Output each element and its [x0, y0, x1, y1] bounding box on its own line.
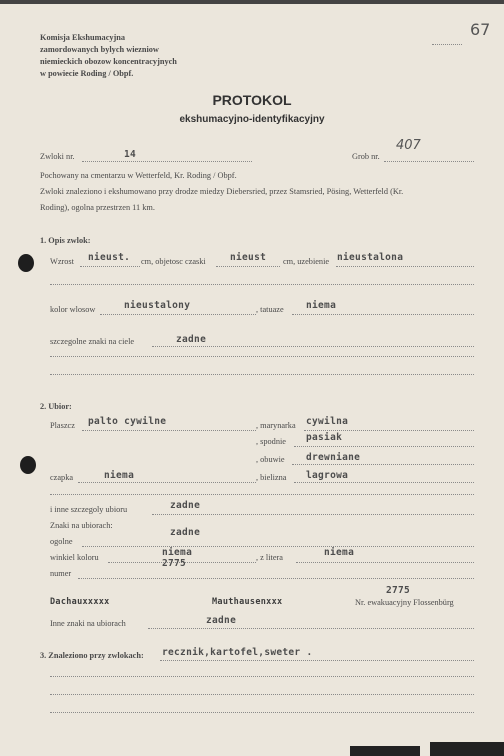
litera-rule	[296, 562, 474, 563]
czapka-label: czapka	[50, 473, 74, 482]
obuwie-rule	[292, 464, 474, 465]
numer-rule	[78, 578, 474, 579]
document-title: PROTOKOL	[212, 92, 292, 108]
blank-rule	[50, 712, 474, 713]
document-subtitle: ekshumacyjno-identyfikacyjny	[179, 114, 325, 125]
blank-rule	[50, 356, 474, 357]
tatuaze-rule	[292, 314, 474, 315]
inne-znaki-label: Inne znaki na ubiorach	[50, 619, 126, 628]
ogolne-label: ogolne	[50, 537, 73, 546]
czaska-rule	[216, 266, 280, 267]
section-3-value: recznik,kartofel,sweter .	[162, 647, 313, 658]
zwloki-rule	[82, 161, 252, 162]
commission-line-3: niemieckich obozow koncentracyjnych	[40, 57, 177, 66]
znaki-value: zadne	[176, 334, 207, 345]
struck-dachau: Dachauxxxxx	[50, 597, 110, 607]
wzrost-value: nieust.	[88, 252, 131, 263]
marynarka-rule	[304, 430, 474, 431]
plaszcz-value: palto cywilne	[88, 416, 167, 427]
czapka-rule	[78, 482, 256, 483]
winkiel-label: winkiel koloru	[50, 553, 99, 562]
commission-line-2: zamordowanych bylych wiezniow	[40, 45, 159, 54]
ewak-number: 2775	[386, 585, 411, 596]
spodnie-label: , spodnie	[256, 437, 286, 446]
punch-hole	[18, 254, 34, 272]
edge-damage	[350, 746, 420, 756]
blank-rule	[50, 694, 474, 695]
ogolne-rule	[82, 546, 474, 547]
uzebienie-label: cm, uzebienie	[283, 257, 330, 266]
section-3-heading: 3. Znaleziono przy zwlokach:	[40, 651, 144, 660]
wzrost-label: Wzrost	[50, 257, 74, 266]
ogolne-value: zadne	[170, 527, 201, 538]
section-1-heading: 1. Opis zwlok:	[40, 236, 91, 245]
wzrost-rule	[80, 266, 140, 267]
bielizna-value: lagrowa	[306, 470, 349, 481]
inne-znaki-rule	[148, 628, 474, 629]
punch-hole	[20, 456, 36, 474]
spodnie-rule	[294, 446, 474, 447]
litera-value: niema	[324, 547, 355, 558]
numer-value: 2775	[162, 558, 187, 569]
znaki-label: szczegolne znaki na ciele	[50, 337, 135, 346]
page-number: 67	[470, 20, 491, 39]
page-number-rule	[432, 44, 462, 45]
bielizna-rule	[294, 482, 474, 483]
obuwie-value: drewniane	[306, 452, 361, 463]
inne-rule	[152, 514, 474, 515]
found-text-line-2: Roding), ogolna przestrzen 11 km.	[40, 203, 155, 212]
tatuaze-label: , tatuaze	[256, 305, 284, 314]
inne-value: zadne	[170, 500, 201, 511]
obuwie-label: , obuwie	[256, 455, 285, 464]
uzebienie-rule	[336, 266, 474, 267]
spodnie-value: pasiak	[306, 432, 343, 443]
commission-line-1: Komisja Ekshumacyjna	[40, 33, 126, 42]
section-3-rule	[160, 660, 474, 661]
winkiel-value: niema	[162, 547, 193, 558]
czapka-value: niema	[104, 470, 135, 481]
marynarka-label: , marynarka	[256, 421, 296, 430]
grob-rule	[384, 161, 474, 162]
bielizna-label: , bielizna	[256, 473, 287, 482]
kolor-rule	[100, 314, 256, 315]
czaska-label: cm, objetosc czaski	[141, 257, 206, 266]
litera-label: , z litera	[256, 553, 283, 562]
plaszcz-label: Plaszcz	[50, 421, 75, 430]
inne-label: i inne szczegoly ubioru	[50, 505, 128, 514]
znaki-ubior-label: Znaki na ubiorach:	[50, 521, 113, 530]
tatuaze-value: niema	[306, 300, 337, 311]
uzebienie-value: nieustalona	[337, 252, 404, 263]
marynarka-value: cywilna	[306, 416, 349, 427]
blank-rule	[50, 494, 474, 495]
top-edge-bar	[0, 0, 504, 4]
zwloki-label: Zwloki nr.	[40, 152, 75, 161]
blank-rule	[50, 284, 474, 285]
buried-text: Pochowany na cmentarzu w Wetterfeld, Kr. Roding / Obpf.	[40, 171, 237, 180]
czaska-value: nieust	[230, 252, 267, 263]
ewak-label: Nr. ewakuacyjny Flossenbürg	[355, 598, 454, 607]
found-text-line-1: Zwloki znaleziono i ekshumowano przy drodze miedzy Diebersried, przez Stamsried, Pösing, Wetterfeld (Kr.	[40, 187, 404, 196]
kolor-label: kolor wlosow	[50, 305, 96, 314]
struck-mauthausen: Mauthausenxxx	[212, 597, 283, 607]
zwloki-value: 14	[124, 149, 137, 160]
blank-rule	[50, 676, 474, 677]
section-2-heading: 2. Ubior:	[40, 402, 72, 411]
kolor-value: nieustalony	[124, 300, 191, 311]
grob-value: 407	[396, 138, 421, 153]
znaki-rule	[152, 346, 474, 347]
plaszcz-rule	[82, 430, 256, 431]
grob-label: Grob nr.	[352, 152, 380, 161]
blank-rule	[50, 374, 474, 375]
commission-line-4: w powiecie Roding / Obpf.	[40, 69, 134, 78]
numer-label: numer	[50, 569, 72, 578]
inne-znaki-value: zadne	[206, 615, 237, 626]
edge-damage	[430, 742, 504, 756]
